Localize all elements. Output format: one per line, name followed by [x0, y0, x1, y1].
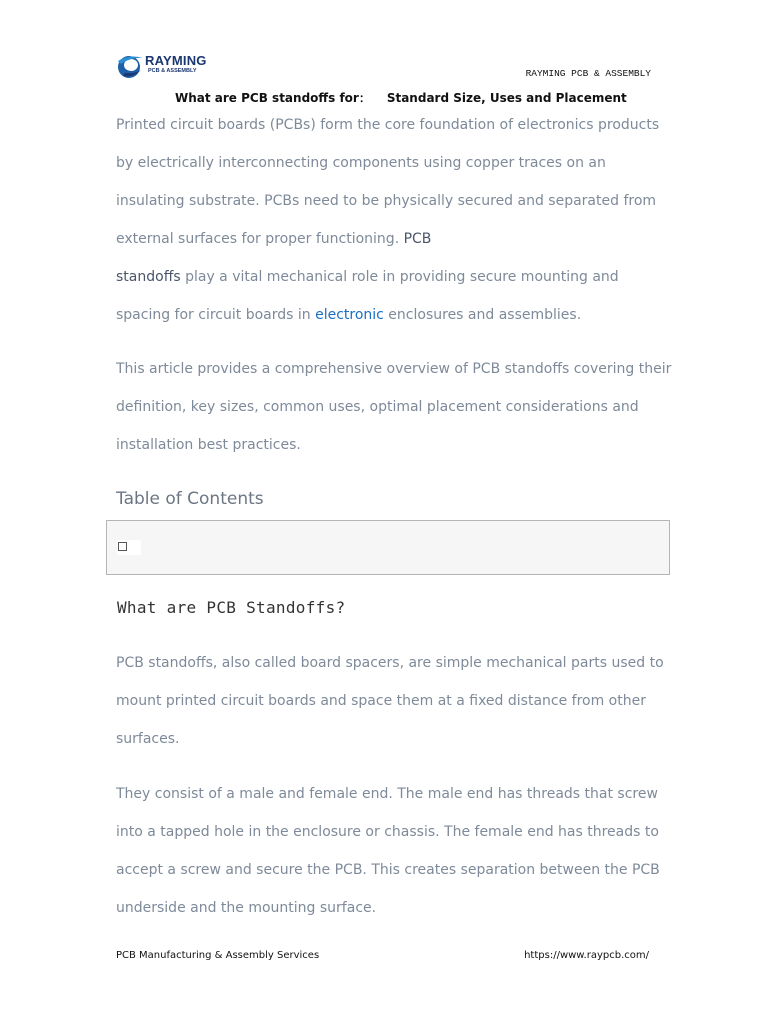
header-company-name: RAYMING PCB & ASSEMBLY: [525, 68, 651, 79]
intro-text-b: play a vital mechanical role in providing secure mounting and spacing for circuit boards in: [116, 269, 619, 323]
electronic-link[interactable]: electronic: [315, 307, 384, 323]
rayming-logo-icon: [115, 52, 145, 80]
toc-toggle-icon: [118, 542, 127, 551]
section-paragraph-2: They consist of a male and female end. The male end has threads that screw into a tapped hole in the enclosure or chassis. The female end has threads to accept a screw and secure the PCB. This creates separation between the PCB underside and the mounting surface.: [116, 786, 660, 916]
pcb-link[interactable]: PCB: [403, 231, 432, 247]
intro-paragraph-2: This article provides a comprehensive overview of PCB standoffs covering their definition, key sizes, common uses, optimal placement considerations and installation best practices.: [116, 361, 672, 453]
intro-text-a: Printed circuit boards (PCBs) form the core foundation of electronics products by electrically interconnecting components using copper traces on an insulating substrate. PCBs need to be physically secured and separated from external surfaces for proper functioning.: [116, 117, 660, 247]
intro-paragraph-1: [116, 106, 676, 334]
footer-services: PCB Manufacturing & Assembly Services: [116, 950, 320, 961]
section-paragraph-1: PCB standoffs, also called board spacers, are simple mechanical parts used to mount printed circuit boards and space them at a fixed distance from other surfaces.: [116, 655, 664, 747]
section-heading: What are PCB Standoffs?: [117, 598, 346, 617]
footer-url-link[interactable]: https://www.raypcb.com/: [524, 950, 649, 961]
toc-toggle-button[interactable]: [117, 540, 141, 555]
toc-heading: Table of Contents: [116, 489, 264, 509]
standoffs-link[interactable]: standoffs: [116, 269, 181, 285]
intro-text-c: enclosures and assemblies.: [383, 307, 582, 323]
logo-subtitle: PCB & ASSEMBLY: [148, 68, 197, 74]
document-title-part2: Standard Size, Uses and Placement: [386, 91, 627, 105]
document-title: [175, 89, 627, 106]
document-title-part1: What are PCB standoffs for：: [175, 91, 371, 105]
table-of-contents-box: [106, 520, 670, 575]
logo-name: RAYMING: [145, 53, 207, 68]
rayming-logo: [115, 50, 215, 80]
